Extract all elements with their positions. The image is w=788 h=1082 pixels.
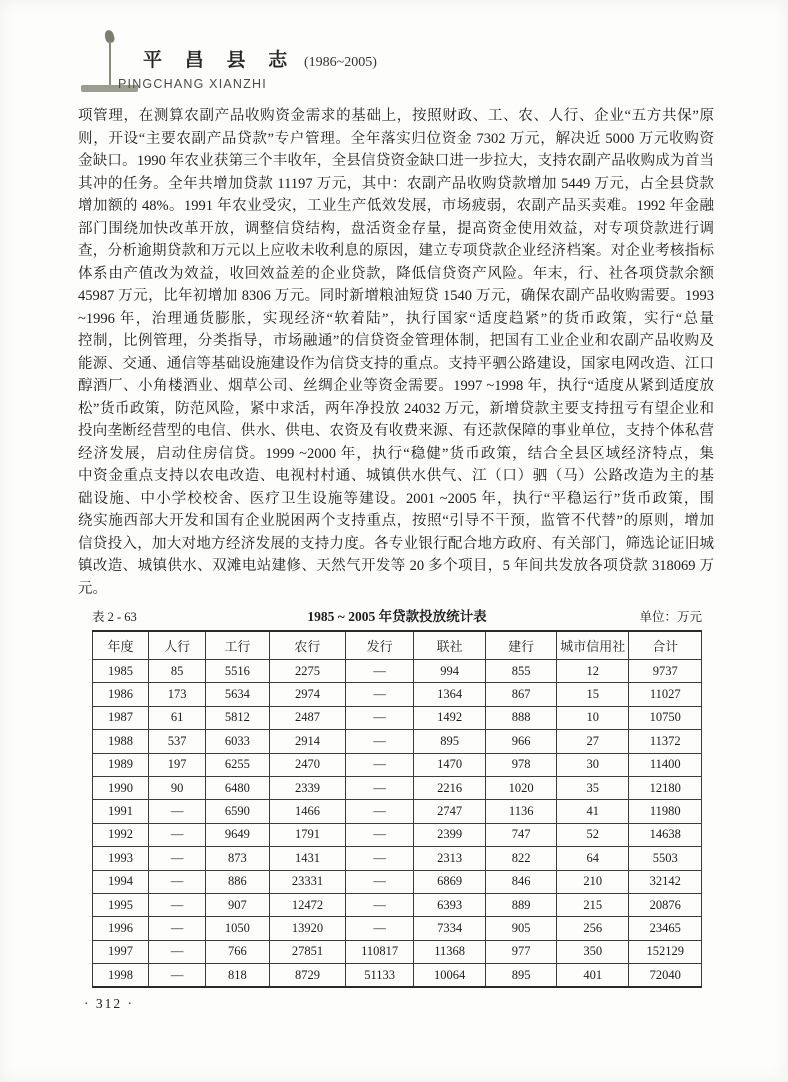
cell-year: 1994 (93, 870, 149, 893)
cell-icbc: 907 (206, 893, 269, 916)
cell-adbc: — (346, 847, 414, 870)
cell-total: 152129 (629, 940, 702, 963)
table-row (93, 753, 702, 776)
cell-total: 32142 (629, 870, 702, 893)
cell-adbc: — (346, 776, 414, 799)
cell-urban-credit: 27 (557, 730, 629, 753)
cell-adbc: 51133 (346, 964, 414, 988)
cell-total: 11980 (629, 800, 702, 823)
cell-peoples-bank: 85 (149, 660, 206, 683)
cell-icbc: 6480 (206, 776, 269, 799)
cell-year: 1992 (93, 823, 149, 846)
book-title (143, 45, 377, 72)
cell-ccb: 1020 (486, 776, 557, 799)
cell-adbc: — (346, 823, 414, 846)
cell-credit-union: 6869 (413, 870, 485, 893)
body-paragraph (78, 105, 714, 600)
book-header (0, 0, 788, 100)
cell-urban-credit: 215 (557, 893, 629, 916)
cell-total: 10750 (629, 706, 702, 729)
table-row (93, 776, 702, 799)
body-line: 体系由产值改为效益，收回效益差的企业贷款，降低信贷资产风险。年末，行、社各项贷款余额 (78, 265, 714, 282)
cell-abc: 23331 (269, 870, 346, 893)
cell-total: 20876 (629, 893, 702, 916)
body-line: 中资金重点支持以农电改造、电视村村通、城镇供水供气、江（口）驷（马）公路改造为主的基 (78, 468, 714, 484)
cell-credit-union: 1364 (413, 683, 485, 706)
cell-credit-union: 2399 (413, 823, 485, 846)
cell-icbc: 766 (206, 940, 269, 963)
book-title-text: 平 昌 县 志 (143, 50, 297, 71)
cell-total: 72040 (629, 964, 702, 988)
cell-icbc: 1050 (206, 917, 269, 940)
table-header-cell: 发行 (346, 631, 414, 660)
cell-urban-credit: 52 (557, 823, 629, 846)
body-line: 投向垄断经营型的电信、供水、供电、农资及有收费来源、有还款保障的事业单位，支持个体私营 (78, 423, 714, 439)
table-row (93, 683, 702, 706)
cell-credit-union: 1492 (413, 706, 485, 729)
cell-ccb: 846 (486, 870, 557, 893)
cell-adbc: — (346, 753, 414, 776)
cell-urban-credit: 10 (557, 706, 629, 729)
cell-total: 5503 (629, 847, 702, 870)
cell-year: 1988 (93, 730, 149, 753)
cell-credit-union: 2216 (413, 776, 485, 799)
cell-abc: 2974 (269, 683, 346, 706)
body-line: 绕实施西部大开发和国有企业脱困两个支持重点，按照“引导不干预，监管不代替”的原则，增加 (78, 513, 714, 529)
body-line: 部门围绕加快改革开放，调整信贷结构，盘活资金存量，提高资金使用效益，对专项贷款进行调 (78, 220, 714, 237)
cell-year: 1986 (93, 683, 149, 706)
body-line: 醇酒厂、小角楼酒业、烟草公司、丝绸企业等资金需要。1997 ~1998 年，执行“适度从紧到适度放 (78, 378, 714, 394)
cell-adbc: — (346, 870, 414, 893)
cell-ccb: 978 (486, 753, 557, 776)
cell-adbc: — (346, 730, 414, 753)
cell-ccb: 1136 (486, 800, 557, 823)
cell-year: 1993 (93, 847, 149, 870)
table-header-cell: 联社 (413, 631, 485, 660)
table-number-label: 表 2 - 63 (92, 610, 137, 624)
cell-total: 11372 (629, 730, 702, 753)
cell-total: 11400 (629, 753, 702, 776)
cell-year: 1991 (93, 800, 149, 823)
cell-ccb: 889 (486, 893, 557, 916)
cell-total: 9737 (629, 660, 702, 683)
cell-adbc: — (346, 917, 414, 940)
table-header-cell: 合计 (629, 631, 702, 660)
body-line: 增加额的 48%。1991 年农业受灾，工业生产低效发展，市场疲弱，农副产品买卖难。1992 年金融 (78, 198, 714, 214)
cell-peoples-bank: — (149, 893, 206, 916)
cell-ccb: 822 (486, 847, 557, 870)
cell-urban-credit: 350 (557, 940, 629, 963)
cell-peoples-bank: — (149, 800, 206, 823)
table-header-cell: 农行 (269, 631, 346, 660)
cell-credit-union: 994 (413, 660, 485, 683)
cell-credit-union: 1470 (413, 753, 485, 776)
table-row (93, 660, 702, 683)
table-header-row (93, 631, 702, 660)
loan-statistics-table (92, 630, 702, 988)
body-last-line: 元。 (78, 580, 107, 597)
cell-ccb: 888 (486, 706, 557, 729)
table-header-cell: 人行 (149, 631, 206, 660)
cell-total: 23465 (629, 917, 702, 940)
cell-year: 1997 (93, 940, 149, 963)
cell-total: 11027 (629, 683, 702, 706)
cell-icbc: 818 (206, 964, 269, 988)
cell-year: 1995 (93, 893, 149, 916)
cell-icbc: 5634 (206, 683, 269, 706)
cell-peoples-bank: 173 (149, 683, 206, 706)
table-header-cell: 年度 (93, 631, 149, 660)
cell-peoples-bank: — (149, 847, 206, 870)
cell-icbc: 6255 (206, 753, 269, 776)
book-title-years: (1986~2005) (304, 55, 377, 70)
cell-abc: 1791 (269, 823, 346, 846)
cell-credit-union: 2313 (413, 847, 485, 870)
cell-peoples-bank: 90 (149, 776, 206, 799)
cell-abc: 8729 (269, 964, 346, 988)
cell-urban-credit: 64 (557, 847, 629, 870)
cell-adbc: — (346, 706, 414, 729)
cell-urban-credit: 210 (557, 870, 629, 893)
cell-urban-credit: 15 (557, 683, 629, 706)
table-row (93, 964, 702, 988)
cell-ccb: 747 (486, 823, 557, 846)
body-line: 查，分析逾期贷款和万元以上应收未收利息的原因，建立专项贷款企业经济档案。对企业考核指标 (78, 243, 714, 259)
cell-abc: 2275 (269, 660, 346, 683)
cell-year: 1996 (93, 917, 149, 940)
body-line: 则，开设“主要农副产品贷款”专户管理。全年落实归位资金 7302 万元，解决近 5000 万元收购资 (78, 130, 714, 147)
cell-year: 1990 (93, 776, 149, 799)
body-line: 能源、交通、通信等基础设施建设作为信贷支持的重点。支持平驷公路建设，国家电网改造、江口 (78, 355, 714, 372)
monument-stem-icon (109, 41, 111, 85)
cell-year: 1989 (93, 753, 149, 776)
cell-abc: 2470 (269, 753, 346, 776)
table-row (93, 870, 702, 893)
body-line: 控制，比例管理，分类指导，市场融通”的信贷资金管理体制，把国有工业企业和农副产品收购及 (78, 333, 714, 349)
body-line: 金缺口。1990 年农业获第三个丰收年，全县信贷资金缺口进一步拉大，支持农副产品收购成为首当 (78, 153, 714, 169)
cell-icbc: 873 (206, 847, 269, 870)
cell-ccb: 966 (486, 730, 557, 753)
table-row (93, 847, 702, 870)
cell-credit-union: 7334 (413, 917, 485, 940)
cell-urban-credit: 401 (557, 964, 629, 988)
table-header-cell: 城市信用社 (557, 631, 629, 660)
body-line: 其冲的任务。全年共增加贷款 11197 万元，其中：农副产品收购贷款增加 5449 万元，占全县贷款 (78, 175, 714, 192)
cell-abc: 2914 (269, 730, 346, 753)
table-body (93, 660, 702, 988)
cell-urban-credit: 35 (557, 776, 629, 799)
cell-peoples-bank: — (149, 940, 206, 963)
cell-total: 12180 (629, 776, 702, 799)
cell-adbc: 110817 (346, 940, 414, 963)
cell-urban-credit: 12 (557, 660, 629, 683)
cell-adbc: — (346, 660, 414, 683)
table-row (93, 940, 702, 963)
body-line: 项管理，在测算农副产品收购资金需求的基础上，按照财政、工、农、人行、企业“五方共保”原 (78, 108, 714, 124)
table-row (93, 917, 702, 940)
cell-credit-union: 11368 (413, 940, 485, 963)
table-caption-row (92, 605, 702, 630)
cell-ccb: 905 (486, 917, 557, 940)
cell-credit-union: 10064 (413, 964, 485, 988)
loan-statistics-table-section (92, 605, 702, 988)
body-lines (78, 105, 714, 578)
cell-year: 1987 (93, 706, 149, 729)
cell-ccb: 977 (486, 940, 557, 963)
body-line: 45987 万元，比年初增加 8306 万元。同时新增粮油短贷 1540 万元，确保农副产品收购需要。1993 (78, 288, 714, 304)
page-number: · 312 · (84, 996, 134, 1011)
cell-adbc: — (346, 893, 414, 916)
table-row (93, 823, 702, 846)
cell-urban-credit: 41 (557, 800, 629, 823)
cell-peoples-bank: — (149, 964, 206, 988)
body-line: 镇改造、城镇供水、双滩电站建修、天然气开发等 20 多个项目，5 年间共发放各项贷款 318069 万 (78, 558, 714, 574)
cell-abc: 1466 (269, 800, 346, 823)
table-row (93, 706, 702, 729)
cell-year: 1985 (93, 660, 149, 683)
cell-icbc: 6033 (206, 730, 269, 753)
cell-total: 14638 (629, 823, 702, 846)
cell-abc: 1431 (269, 847, 346, 870)
cell-abc: 13920 (269, 917, 346, 940)
book-romanized-title: PINGCHANG XIANZHI (118, 77, 267, 91)
cell-ccb: 867 (486, 683, 557, 706)
table-row (93, 730, 702, 753)
body-line: 松”货币政策，防范风险，紧中求活，两年净投放 24032 万元，新增贷款主要支持扭亏有望企业和 (78, 400, 714, 417)
cell-adbc: — (346, 683, 414, 706)
table-row (93, 893, 702, 916)
cell-credit-union: 2747 (413, 800, 485, 823)
cell-credit-union: 6393 (413, 893, 485, 916)
cell-icbc: 5516 (206, 660, 269, 683)
cell-peoples-bank: 537 (149, 730, 206, 753)
table-header-cell: 建行 (486, 631, 557, 660)
cell-peoples-bank: 197 (149, 753, 206, 776)
table-row (93, 800, 702, 823)
cell-adbc: — (346, 800, 414, 823)
cell-peoples-bank: — (149, 870, 206, 893)
cell-urban-credit: 30 (557, 753, 629, 776)
cell-abc: 2339 (269, 776, 346, 799)
cell-abc: 27851 (269, 940, 346, 963)
cell-abc: 2487 (269, 706, 346, 729)
cell-peoples-bank: — (149, 917, 206, 940)
cell-icbc: 5812 (206, 706, 269, 729)
table-header-cell: 工行 (206, 631, 269, 660)
body-line: 础设施、中小学校校舍、医疗卫生设施等建设。2001 ~2005 年，执行“平稳运行”货币政策，围 (78, 490, 714, 507)
cell-icbc: 6590 (206, 800, 269, 823)
table-unit-label: 单位：万元 (639, 610, 702, 624)
cell-icbc: 886 (206, 870, 269, 893)
body-line: ~1996 年，治理通货膨胀，实现经济“软着陆”，执行国家“适度趋紧”的货币政策，实行“总量 (78, 310, 714, 327)
cell-abc: 12472 (269, 893, 346, 916)
cell-icbc: 9649 (206, 823, 269, 846)
cell-ccb: 855 (486, 660, 557, 683)
cell-ccb: 895 (486, 964, 557, 988)
cell-credit-union: 895 (413, 730, 485, 753)
cell-peoples-bank: — (149, 823, 206, 846)
body-line: 经济发展，启动住房信贷。1999 ~2000 年，执行“稳健”货币政策，结合全县区域经济特点，集 (78, 445, 714, 462)
body-line: 信贷投入，加大对地方经济发展的支持力度。各专业银行配合地方政府、有关部门，筛选论证旧城 (78, 535, 714, 552)
cell-year: 1998 (93, 964, 149, 988)
table-title: 1985 ~ 2005 年贷款投放统计表 (307, 609, 487, 624)
cell-urban-credit: 256 (557, 917, 629, 940)
cell-peoples-bank: 61 (149, 706, 206, 729)
